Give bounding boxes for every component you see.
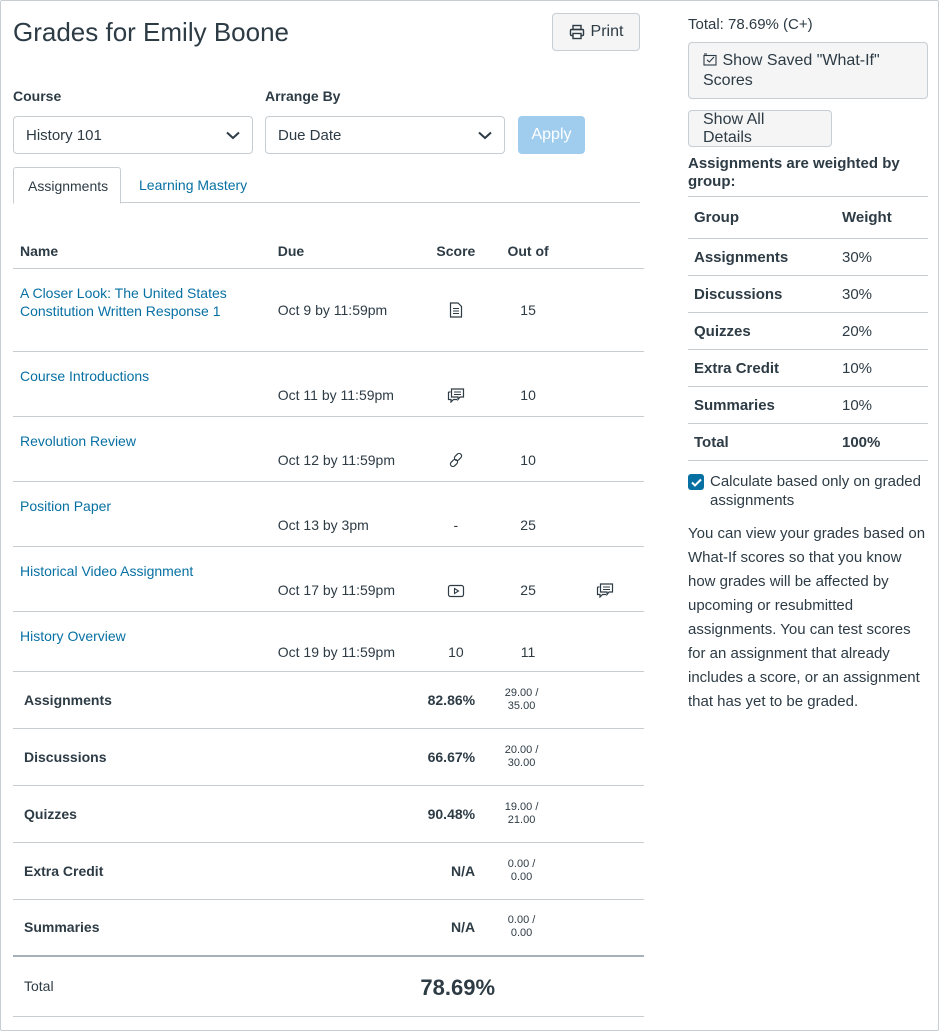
assignment-due: Oct 17 by 11:59pm [271,546,421,611]
group-row [13,785,644,842]
print-label: Print [590,23,624,40]
weighted-title: Assignments are weighted by group: [688,155,900,190]
assignment-link[interactable]: A Closer Look: The United States Constitution Written Response 1 [20,284,227,319]
assignment-out-of: 10 [491,351,565,416]
assignment-out-of: 15 [491,268,565,351]
table-header-row [13,234,644,268]
assignment-score: - [421,481,491,546]
chevron-down-icon [478,131,492,140]
weights-header-row [688,197,928,239]
arrange-by-select-value: Due Date [278,126,342,144]
document-icon[interactable] [449,302,463,318]
video-icon[interactable] [447,584,465,598]
assignment-link[interactable]: Position Paper [20,497,112,514]
total-label: Total [13,956,271,1016]
assignment-row [13,546,644,611]
group-out-bottom: 35.00 [507,699,536,712]
group-row [13,899,644,956]
tab-assignments[interactable]: Assignments [13,167,121,204]
assignment-link[interactable]: History Overview [20,627,126,644]
weight-row [688,387,928,424]
link-icon[interactable] [448,452,464,468]
group-out-top: 19.00 / [504,800,539,813]
column-out-of: Out of [491,234,565,268]
weight-value: 100% [836,424,928,461]
group-row [13,842,644,899]
assignment-out-of: 25 [491,481,565,546]
assignment-link[interactable]: Revolution Review [20,432,136,449]
assignment-score: 10 [421,611,491,671]
weights-table [688,196,928,461]
group-name: Assignments [13,671,271,728]
discussion-icon[interactable] [447,387,465,403]
show-saved-what-if-button[interactable] [688,42,928,99]
group-out-bottom: 0.00 [510,927,533,940]
weights-header-group: Group [688,197,836,239]
show-saved-line1: Show Saved "What-If" [722,51,880,69]
weight-group: Total [688,424,836,461]
calculate-graded-only [688,472,923,510]
weight-row [688,313,928,350]
group-name: Quizzes [13,785,271,842]
weights-header-weight: Weight [836,197,928,239]
checkmark-icon [691,478,702,487]
group-score: 90.48% [421,785,491,842]
weight-value: 10% [836,350,928,387]
tab-learning-mastery[interactable]: Learning Mastery [139,177,248,193]
group-score: 82.86% [421,671,491,728]
page-title: Grades for Emily Boone [13,17,290,47]
weight-group: Quizzes [688,313,836,350]
assignment-due: Oct 12 by 11:59pm [271,416,421,481]
assignment-due: Oct 13 by 3pm [271,481,421,546]
arrange-by-select[interactable] [265,116,505,154]
weight-row [688,239,928,276]
group-row [13,728,644,785]
weight-group: Summaries [688,387,836,424]
printer-icon [569,24,585,40]
grade-tabs [13,167,640,203]
assignment-due: Oct 9 by 11:59pm [271,268,421,351]
assignment-row [13,611,644,671]
group-name: Discussions [13,728,271,785]
assignment-row [13,351,644,416]
column-extra [565,234,644,268]
total-value: 78.69% [420,975,496,1000]
column-score: Score [421,234,491,268]
column-name: Name [13,234,271,268]
group-score: 66.67% [421,728,491,785]
weight-row [688,276,928,313]
column-due: Due [271,234,421,268]
group-name: Summaries [24,919,100,936]
group-score: N/A [421,842,491,899]
weight-group: Discussions [688,276,836,313]
total-row [13,956,644,1016]
assignment-link[interactable]: Historical Video Assignment [20,562,194,579]
assignment-link[interactable]: Course Introductions [20,367,150,384]
assignment-out-of: 11 [491,611,565,671]
course-select-value: History 101 [26,126,102,144]
group-row [13,671,644,728]
show-all-details-button[interactable]: Show All Details [688,110,832,147]
weight-value: 10% [836,387,928,424]
group-out-top: 0.00 / [507,857,536,870]
assignment-due: Oct 11 by 11:59pm [271,351,421,416]
assignment-row [13,481,644,546]
arrange-by-label: Arrange By [265,88,341,104]
what-if-description: You can view your grades based on What-If scores so that you know how grades will be affected by upcoming or resubmitted assignments. You can test scores for an assignment that already includes a score, or an assignment that has yet to be graded. [688,525,926,710]
calculate-graded-label[interactable]: Calculate based only on graded assignments [710,473,921,509]
group-out-bottom: 30.00 [507,756,536,769]
group-out-bottom: 0.00 [510,870,533,883]
group-out-bottom: 21.00 [507,813,536,826]
apply-button[interactable]: Apply [518,116,585,154]
weight-value: 30% [836,239,928,276]
what-if-icon [703,53,718,66]
group-out-top: 29.00 / [504,686,539,699]
weight-total-row [688,424,928,461]
course-label: Course [13,88,62,104]
course-select[interactable] [13,116,253,154]
group-out-top: 20.00 / [504,743,539,756]
show-saved-line2: Scores [703,71,753,89]
assignment-row [13,416,644,481]
calculate-graded-checkbox[interactable] [688,474,704,490]
assignment-due: Oct 19 by 11:59pm [271,611,421,671]
group-out-top: 0.00 / [507,914,536,927]
weight-value: 20% [836,313,928,350]
weight-group: Assignments [688,239,836,276]
grades-table [13,234,644,1017]
print-button[interactable] [552,13,640,51]
weight-value: 30% [836,276,928,313]
weight-row [688,350,928,387]
comment-icon[interactable] [596,582,614,598]
chevron-down-icon [226,131,240,140]
weight-group: Extra Credit [688,350,836,387]
assignment-row [13,268,644,351]
sidebar-total: Total: 78.69% (C+) [688,16,813,33]
assignment-out-of: 10 [491,416,565,481]
group-name: Extra Credit [13,842,271,899]
group-score: N/A [450,919,476,936]
assignment-out-of: 25 [491,546,565,611]
